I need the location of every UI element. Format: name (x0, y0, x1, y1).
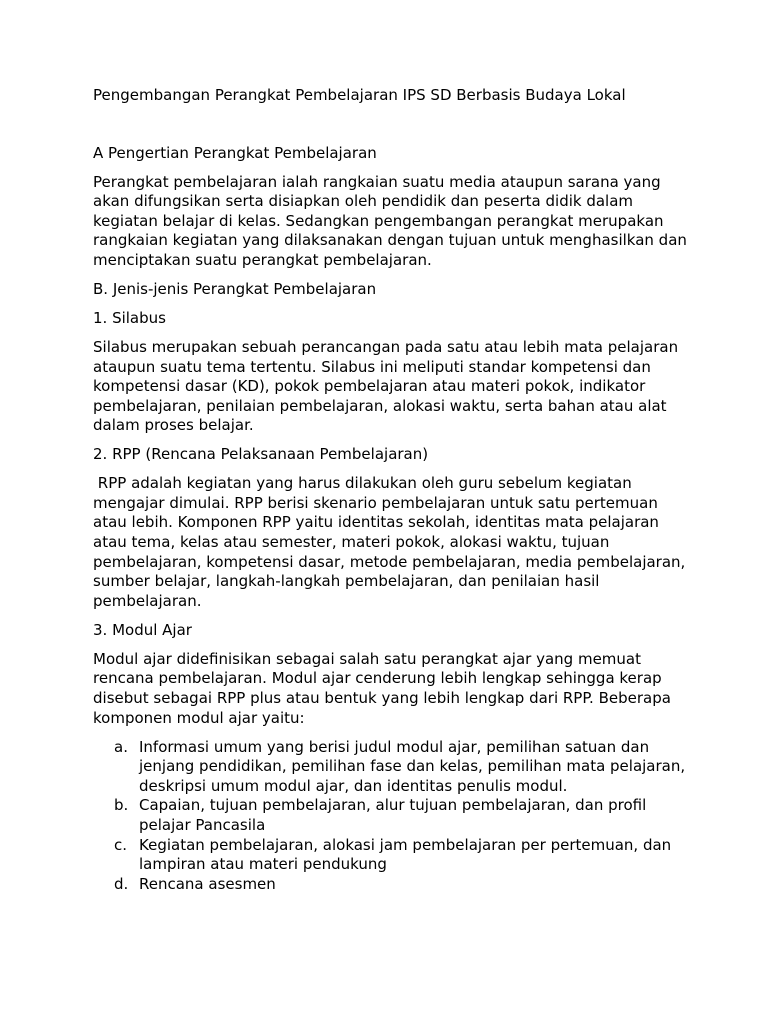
list-item-text: Informasi umum yang berisi judul modul ajar, pemilihan satuan dan jenjang pendidikan, pemilihan fase dan kelas, pemilihan mata pelajaran, deskripsi umum modul ajar, dan identitas penulis modul. (139, 737, 686, 795)
modul-ajar-component-list (93, 738, 688, 895)
section-b-heading: B. Jenis-jenis Perangkat Pembelajaran (93, 279, 377, 298)
section-a-paragraph: Perangkat pembelajaran ialah rangkaian suatu media ataupun sarana yang akan difungsikan serta disiapkan oleh pendidik dan peserta didik dalam kegiatan belajar di kelas. Sedangkan pengembangan perangkat merupakan rangkaian kegiatan yang dilaksanakan dengan tujuan untuk menghasilkan dan menciptakan suatu perangkat pembelajaran. (93, 172, 687, 269)
rpp-heading: 2. RPP (Rencana Pelaksanaan Pembelajaran) (93, 445, 429, 464)
list-item-text: Capaian, tujuan pembelajaran, alur tujuan pembelajaran, dan profil pelajar Pancasila (139, 796, 647, 834)
modul-ajar-paragraph: Modul ajar didefinisikan sebagai salah satu perangkat ajar yang memuat rencana pembelajaran. Modul ajar cenderung lebih lengkap sehingga kerap disebut sebagai RPP plus atau bentuk yang lebih lengkap dari RPP. Beberapa komponen modul ajar yaitu: (93, 649, 671, 727)
list-marker: c. (114, 835, 128, 854)
document-title: Pengembangan Perangkat Pembelajaran IPS SD Berbasis Budaya Lokal (93, 86, 626, 104)
list-item-text: Rencana asesmen (139, 874, 276, 893)
list-marker: a. (114, 737, 128, 756)
list-marker: b. (114, 796, 129, 815)
list-item (114, 835, 688, 875)
silabus-heading: 1. Silabus (93, 308, 166, 327)
list-marker: d. (114, 874, 129, 893)
rpp-paragraph: RPP adalah kegiatan yang harus dilakukan oleh guru sebelum kegiatan mengajar dimulai. RPP berisi skenario pembelajaran untuk satu pertemuan atau lebih. Komponen RPP yaitu identitas sekolah, identitas mata pelajaran atau tema, kelas atau semester, materi pokok, alokasi waktu, tujuan pembelajaran, kompetensi dasar, metode pembelajaran, media pembelajaran, sumber belajar, langkah-langkah pembelajaran, dan penilaian hasil pembelajaran. (93, 474, 691, 610)
section-a-heading: A Pengertian Perangkat Pembelajaran (93, 143, 377, 162)
list-item-text: Kegiatan pembelajaran, alokasi jam pembelajaran per pertemuan, dan lampiran atau materi pendukung (139, 835, 672, 874)
list-item (114, 737, 688, 797)
list-item (114, 796, 688, 835)
list-item (114, 874, 688, 895)
silabus-paragraph: Silabus merupakan sebuah perancangan pada satu atau lebih mata pelajaran ataupun suatu tema tertentu. Silabus ini meliputi standar kompetensi dan kompetensi dasar (KD), pokok pembelajaran atau materi pokok, indikator pembelajaran, penilaian pembelajaran, alokasi waktu, serta bahan atau alat dalam proses belajar. (93, 337, 679, 435)
modul-ajar-heading: 3. Modul Ajar (93, 620, 192, 639)
